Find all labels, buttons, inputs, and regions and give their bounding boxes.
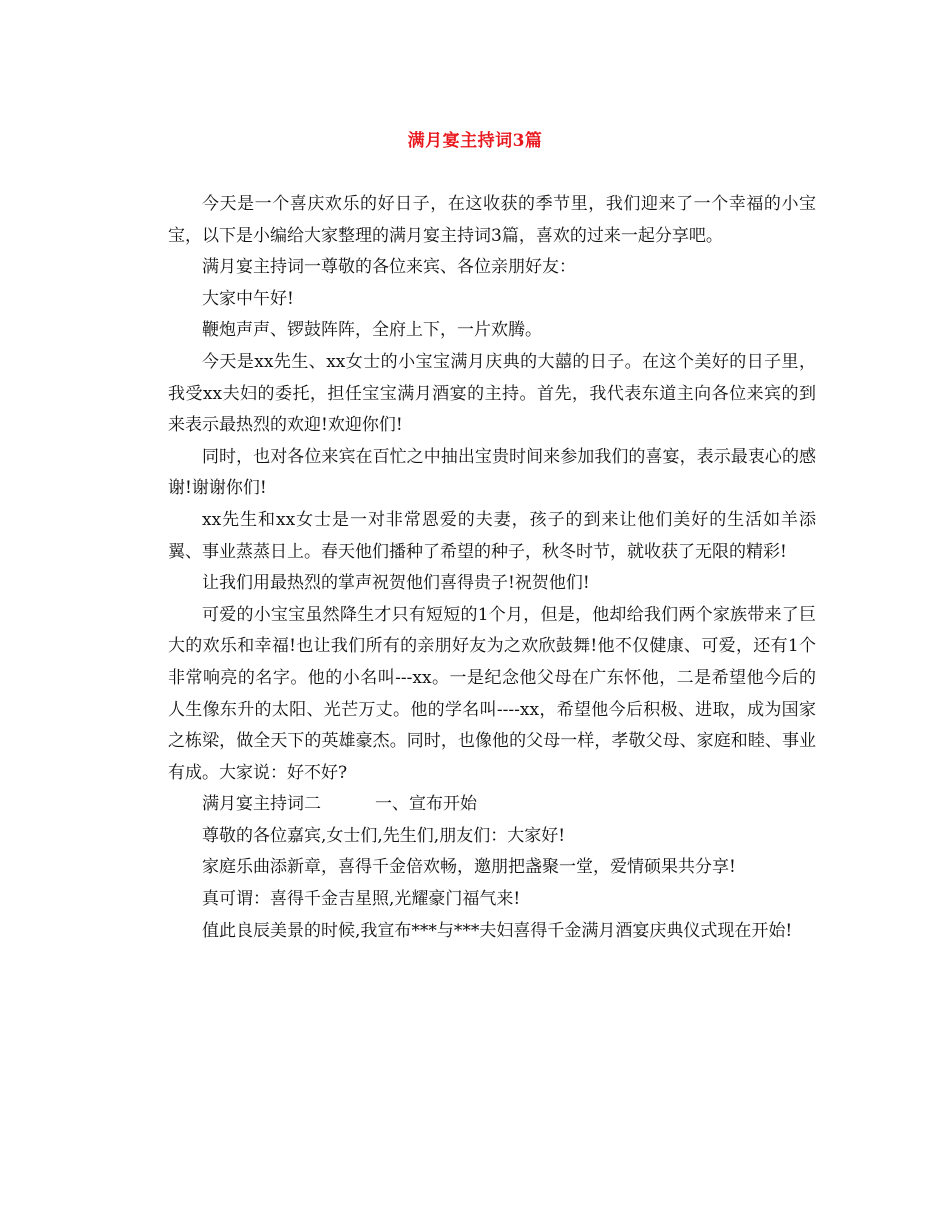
section-subheading: 一、宣布开始 xyxy=(375,794,477,815)
paragraph: 满月宴主持词一尊敬的各位来宾、各位亲朋好友： xyxy=(202,257,576,278)
paragraph: 同时，也对各位来宾在百忙之中抽出宝贵时间来参加我们的喜宴，表示最衷心的感谢!谢谢你们! xyxy=(168,446,816,499)
paragraph: 可爱的小宝宝虽然降生才只有短短的1个月，但是，他却给我们两个家族带来了巨大的欢乐和幸福!也让我们所有的亲朋好友为之欢欣鼓舞!他不仅健康、可爱，还有1个非常响亮的名字。他的小名叫---xx。一是纪念他父母在广东怀他，二是希望他今后的人生像东升的太阳、光芒万丈。他的学名叫----xx，希望他今后积极、进取，成为国家之栋梁，做全天下的英雄豪杰。同时，也像他的父母一样，孝敬父母、家庭和睦、事业有成。大家说：好不好? xyxy=(168,604,816,783)
paragraph: xx先生和xx女士是一对非常恩爱的夫妻，孩子的到来让他们美好的生活如羊添翼、事业蒸蒸日上。春天他们播种了希望的种子，秋冬时节，就收获了无限的精彩! xyxy=(168,509,816,562)
section-heading: 满月宴主持词二 xyxy=(202,794,321,815)
paragraph: 鞭炮声声、锣鼓阵阵，全府上下，一片欢腾。 xyxy=(202,320,542,341)
paragraph: 今天是xx先生、xx女士的小宝宝满月庆典的大囍的日子。在这个美好的日子里，我受xx夫妇的委托，担任宝宝满月酒宴的主持。首先，我代表东道主向各位来宾的到来表示最热烈的欢迎!欢迎你们! xyxy=(168,351,816,436)
paragraph: 尊敬的各位嘉宾,女士们,先生们,朋友们：大家好! xyxy=(202,825,566,846)
paragraph: 家庭乐曲添新章，喜得千金倍欢畅，邀朋把盏聚一堂，爱情硕果共分享! xyxy=(202,857,736,878)
paragraph: 大家中午好! xyxy=(202,288,294,309)
document-body xyxy=(168,189,816,947)
paragraph: 今天是一个喜庆欢乐的好日子，在这收获的季节里，我们迎来了一个幸福的小宝宝，以下是小编给大家整理的满月宴主持词3篇，喜欢的过来一起分享吧。 xyxy=(168,194,816,246)
paragraph: 值此良辰美景的时候,我宣布***与***夫妇喜得千金满月酒宴庆典仪式现在开始! xyxy=(202,920,793,941)
document-title: 满月宴主持词3篇 xyxy=(407,131,543,151)
paragraph: 真可谓：喜得千金吉星照,光耀豪门福气来! xyxy=(202,889,521,910)
paragraph: 让我们用最热烈的掌声祝贺他们喜得贵子!祝贺他们! xyxy=(202,573,590,594)
section-heading-line xyxy=(168,789,816,821)
